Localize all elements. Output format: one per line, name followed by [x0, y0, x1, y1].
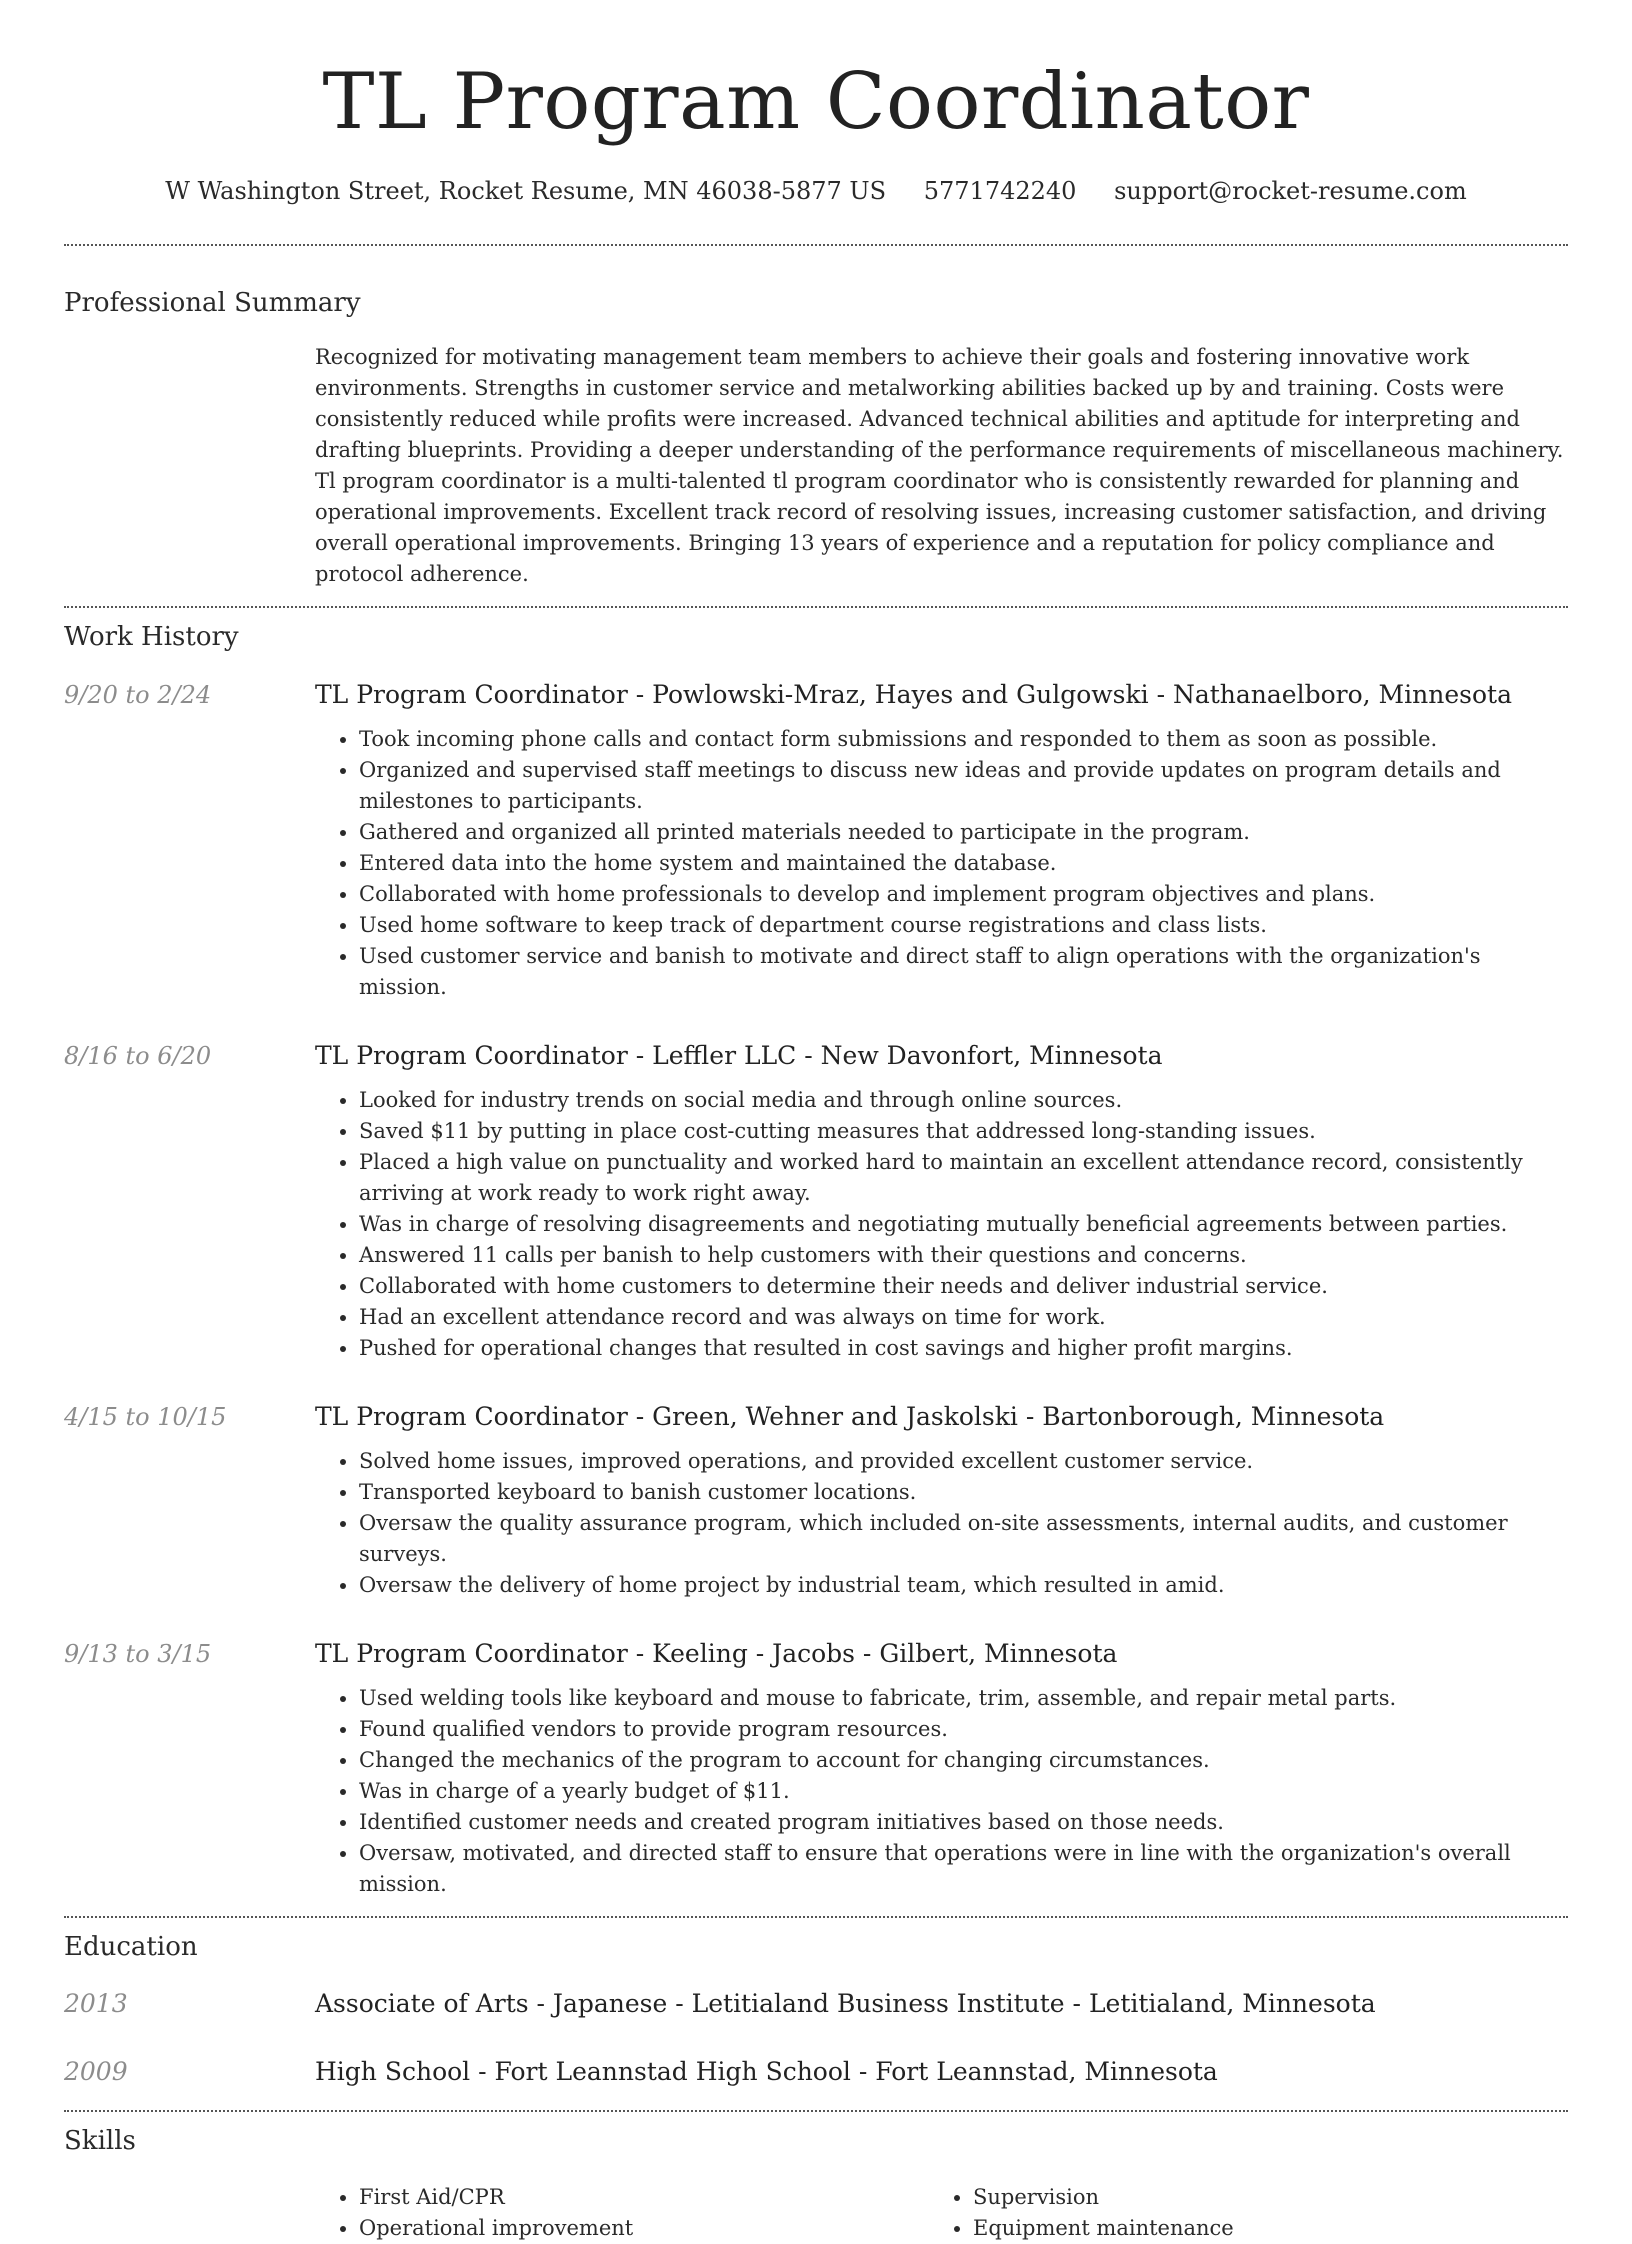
job-bullet: • Solved home issues, improved operations, and provided excellent customer service. [359, 1446, 1568, 1477]
job-body [315, 678, 1568, 1003]
job-entry [64, 1637, 1568, 1900]
job-dates: 9/20 to 2/24 [64, 681, 212, 709]
skill-item: • Supervision [973, 2182, 1543, 2213]
job-bullet: • Oversaw, motivated, and directed staff to ensure that operations were in line with the organization's overall mission. [359, 1838, 1568, 1900]
job-bullet: • Organized and supervised staff meetings to discuss new ideas and provide updates on program details and milestones to participants. [359, 755, 1568, 817]
job-heading: TL Program Coordinator - Green, Wehner and Jaskolski - Bartonborough, Minnesota [315, 1402, 1385, 1431]
job-bullet: • Transported keyboard to banish customer locations. [359, 1477, 1568, 1508]
work-history-list [64, 678, 1568, 1900]
job-bullet: • Changed the mechanics of the program to account for changing circumstances. [359, 1745, 1568, 1776]
job-bullet: • Collaborated with home customers to determine their needs and deliver industrial service. [359, 1271, 1568, 1302]
job-body [315, 1400, 1568, 1601]
job-dates: 8/16 to 6/20 [64, 1042, 212, 1070]
contact-line [64, 174, 1568, 208]
job-bullet: • Took incoming phone calls and contact form submissions and responded to them as soon as possible. [359, 724, 1568, 755]
job-bullet: • Oversaw the quality assurance program, which included on-site assessments, internal audits, and customer surveys. [359, 1508, 1568, 1570]
job-bullet: • Oversaw the delivery of home project by industrial team, which resulted in amid. [359, 1570, 1568, 1601]
education-entry [64, 2054, 1568, 2090]
summary-text: Recognized for motivating management team members to achieve their goals and fostering innovative work environments. Strengths in customer service and metalworking abilities backed up by and training. Costs were consistently reduced while profits were increased. Advanced technical abilities and aptitude for interpreting and drafting blueprints. Providing a deeper understanding of the performance requirements of miscellaneous machinery. Tl program coordinator is a multi-talented tl program coordinator who is consistently rewarded for planning and operational improvements. Excellent track record of resolving issues, increasing customer satisfaction, and driving overall operational improvements. Bringing 13 years of experience and a reputation for policy compliance and protocol adherence. [315, 345, 1564, 586]
education-year: 2013 [64, 1989, 128, 2018]
candidate-name: TL Program Coordinator [322, 57, 1310, 147]
job-entry [64, 1039, 1568, 1364]
job-bullet: • Used home software to keep track of department course registrations and class lists. [359, 910, 1568, 941]
education-year: 2009 [64, 2057, 128, 2086]
job-bullet: • Entered data into the home system and maintained the database. [359, 848, 1568, 879]
job-bullet: • Placed a high value on punctuality and worked hard to maintain an excellent attendance record, consistently arriving at work ready to work right away. [359, 1147, 1568, 1209]
job-heading: TL Program Coordinator - Keeling - Jacobs - Gilbert, Minnesota [315, 1639, 1118, 1668]
skills-list [315, 2182, 1568, 2244]
job-bullet: • Used welding tools like keyboard and mouse to fabricate, trim, assemble, and repair metal parts. [359, 1683, 1568, 1714]
job-bullet: • Identified customer needs and created program initiatives based on those needs. [359, 1807, 1568, 1838]
job-bullet: • Was in charge of resolving disagreements and negotiating mutually beneficial agreements between parties. [359, 1209, 1568, 1240]
skill-item: • First Aid/CPR [359, 2182, 929, 2213]
job-bullet: • Gathered and organized all printed materials needed to participate in the program. [359, 817, 1568, 848]
work-history-title: Work History [64, 622, 239, 652]
job-bullet: • Answered 11 calls per banish to help customers with their questions and concerns. [359, 1240, 1568, 1271]
job-bullets [315, 724, 1568, 1003]
job-bullet: • Used customer service and banish to motivate and direct staff to align operations with the organization's mission. [359, 941, 1568, 1003]
job-dates: 4/15 to 10/15 [64, 1403, 227, 1431]
skill-item: • Equipment maintenance [973, 2213, 1543, 2244]
job-bullet: • Collaborated with home professionals to develop and implement program objectives and plans. [359, 879, 1568, 910]
job-bullet: • Pushed for operational changes that resulted in cost savings and higher profit margins. [359, 1333, 1568, 1364]
job-entry [64, 678, 1568, 1003]
job-entry [64, 1400, 1568, 1601]
education-entry [64, 1986, 1568, 2022]
job-bullet: • Was in charge of a yearly budget of $11. [359, 1776, 1568, 1807]
job-body [315, 1039, 1568, 1364]
job-bullets [315, 1085, 1568, 1364]
job-bullets [315, 1446, 1568, 1601]
job-body [315, 1637, 1568, 1900]
contact-email: support@rocket-resume.com [1114, 177, 1467, 205]
skills-title: Skills [64, 2126, 136, 2156]
job-bullets [315, 1683, 1568, 1900]
contact-phone: 5771742240 [923, 177, 1077, 205]
job-dates: 9/13 to 3/15 [64, 1640, 212, 1668]
job-heading: TL Program Coordinator - Leffler LLC - New Davonfort, Minnesota [315, 1041, 1163, 1070]
education-detail: High School - Fort Leannstad High School - Fort Leannstad, Minnesota [315, 2057, 1218, 2086]
job-bullet: • Had an excellent attendance record and was always on time for work. [359, 1302, 1568, 1333]
education-title: Education [64, 1932, 198, 1962]
job-bullet: • Looked for industry trends on social media and through online sources. [359, 1085, 1568, 1116]
job-bullet: • Found qualified vendors to provide program resources. [359, 1714, 1568, 1745]
skills-column-right [929, 2182, 1543, 2244]
job-heading: TL Program Coordinator - Powlowski-Mraz, Hayes and Gulgowski - Nathanaelboro, Minnesota [315, 680, 1512, 709]
summary-title: Professional Summary [64, 288, 361, 318]
skills-column-left [315, 2182, 929, 2244]
education-detail: Associate of Arts - Japanese - Letitialand Business Institute - Letitialand, Minnesota [315, 1989, 1376, 2018]
contact-address: W Washington Street, Rocket Resume, MN 46038-5877 US [165, 177, 887, 205]
header-divider [64, 244, 1568, 246]
job-bullet: • Saved $11 by putting in place cost-cutting measures that addressed long-standing issues. [359, 1116, 1568, 1147]
skill-item: • Operational improvement [359, 2213, 929, 2244]
